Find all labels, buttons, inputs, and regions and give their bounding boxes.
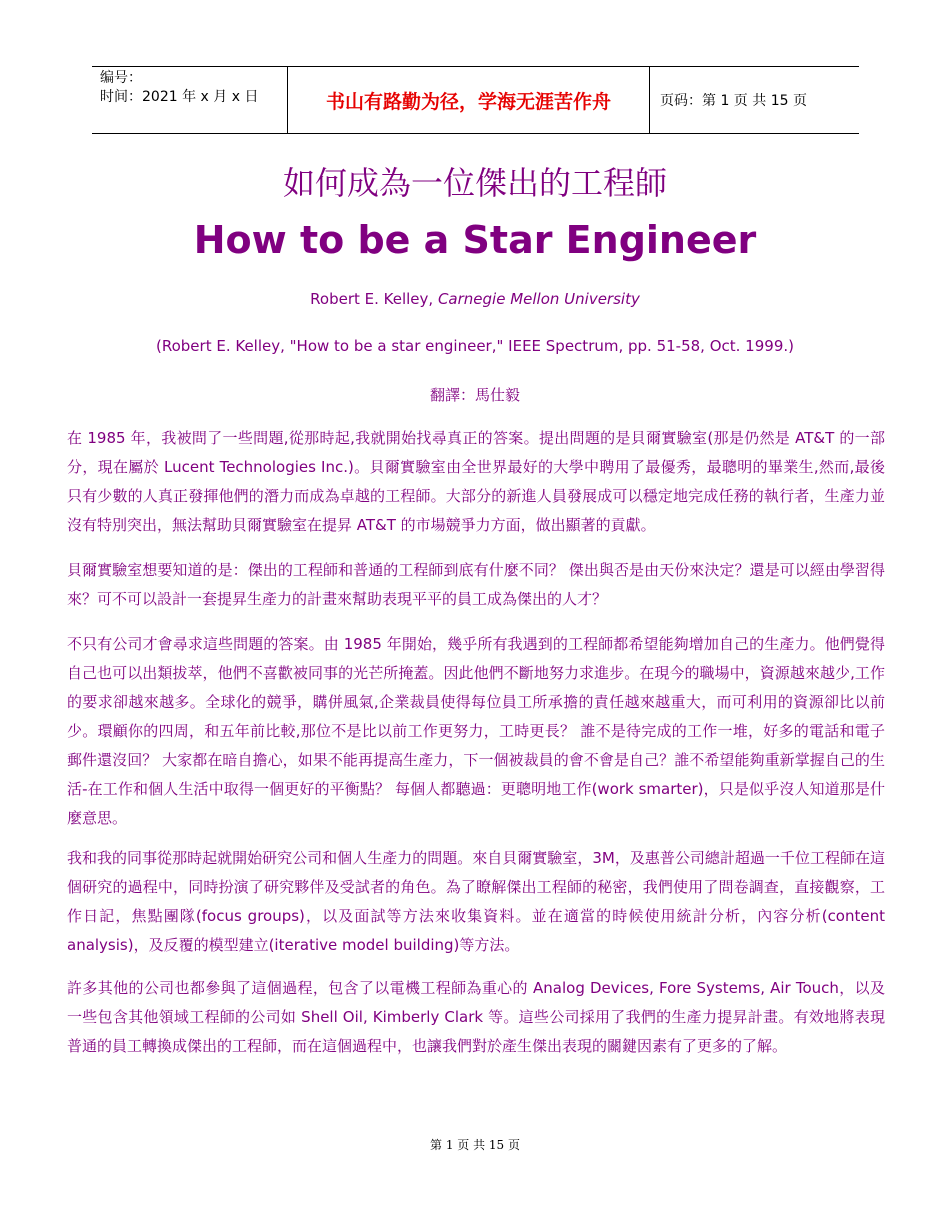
header-meta-cell	[92, 67, 287, 133]
translator: 翻譯：馬仕毅	[429, 386, 520, 404]
time-label: 时间：2021 年 x 月 x 日	[100, 89, 259, 105]
paragraph-2: 貝爾實驗室想要知道的是：傑出的工程師和普通的工程師到底有什麼不同？ 傑出與否是由天份來決定？還是可以經由學習得來？可不可以設計一套提昇生產力的計畫來幫助表現平平的員工成為傑出的人才？	[67, 561, 885, 608]
paragraph-5: 許多其他的公司也都參與了這個過程，包含了以電機工程師為重心的 Analog Devices, Fore Systems, Air Touch，以及一些包含其他領域工程師的公司如 Shell Oil, Kimberly Clark 等。這些公司採用了我們的生產力提昇計畫。有效地將表現普通的員工轉換成傑出的工程師，而在這個過程中，也讓我們對於產生傑出表現的關鍵因素有了更多的了解。	[67, 979, 885, 1055]
author-name: Robert E. Kelley,	[310, 290, 438, 308]
number-label: 编号：	[100, 70, 142, 86]
motto-text: 书山有路勤为径，学海无涯苦作舟	[325, 90, 611, 113]
title-chinese: 如何成為一位傑出的工程師	[282, 164, 667, 202]
paragraph-4: 我和我的同事從那時起就開始研究公司和個人生產力的問題。來自貝爾實驗室，3M，及惠普公司總計超過一千位工程師在這個研究的過程中，同時扮演了研究夥伴及受試者的角色。為了瞭解傑出工程師的秘密，我們使用了問卷調查，直接觀察，工作日記，焦點團隊(focus groups)，以及面試等方法來收集資料。並在適當的時候使用統計分析，內容分析(content analysis)，及反覆的模型建立(iterative model building)等方法。	[67, 849, 885, 954]
header-table	[92, 66, 859, 134]
header-motto-cell	[287, 67, 650, 133]
paragraph-1: 在 1985 年，我被問了一些問題,從那時起,我就開始找尋真正的答案。提出問題的是貝爾實驗室(那是仍然是 AT&T 的一部分，現在屬於 Lucent Technologies Inc.)。貝爾實驗室由全世界最好的大學中聘用了最優秀，最聰明的畢業生,然而,最後只有少數的人真正發揮他們的潛力而成為卓越的工程師。大部分的新進人員發展成可以穩定地完成任務的執行者，生產力並沒有特別突出，無法幫助貝爾實驗室在提昇 AT&T 的市場競爭力方面，做出顯著的貢獻。	[67, 429, 885, 534]
paragraph-3: 不只有公司才會尋求這些問題的答案。由 1985 年開始，幾乎所有我遇到的工程師都希望能夠增加自己的生產力。他們覺得自己也可以出類拔萃，他們不喜歡被同事的光芒所掩蓋。因此他們不斷地努力求進步。在現今的職場中，資源越來越少,工作的要求卻越來越多。全球化的競爭，購併風氣,企業裁員使得每位員工所承擔的責任越來越重大，而可利用的資源卻比以前少。環顧你的四周，和五年前比較,那位不是比以前工作更努力，工時更長？ 誰不是待完成的工作一堆，好多的電話和電子郵件還沒回？ 大家都在暗自擔心，如果不能再提高生產力，下一個被裁員的會不會是自己？誰不希望能夠重新掌握自己的生活-在工作和個人生活中取得一個更好的平衡點？ 每個人都聽過：更聰明地工作(work smarter)，只是似乎沒人知道那是什麼意思。	[67, 635, 885, 827]
page-label: 页码：第 1 页 共 15 页	[660, 93, 807, 109]
author-affiliation: Carnegie Mellon University	[437, 290, 640, 308]
page-footer: 第 1 页 共 15 页	[430, 1138, 520, 1152]
citation: (Robert E. Kelley, "How to be a star engineer," IEEE Spectrum, pp. 51-58, Oct. 1999.)	[156, 337, 794, 355]
author-line	[0, 290, 950, 308]
header-page-cell	[650, 67, 859, 133]
title-english: How to be a Star Engineer	[193, 218, 757, 262]
